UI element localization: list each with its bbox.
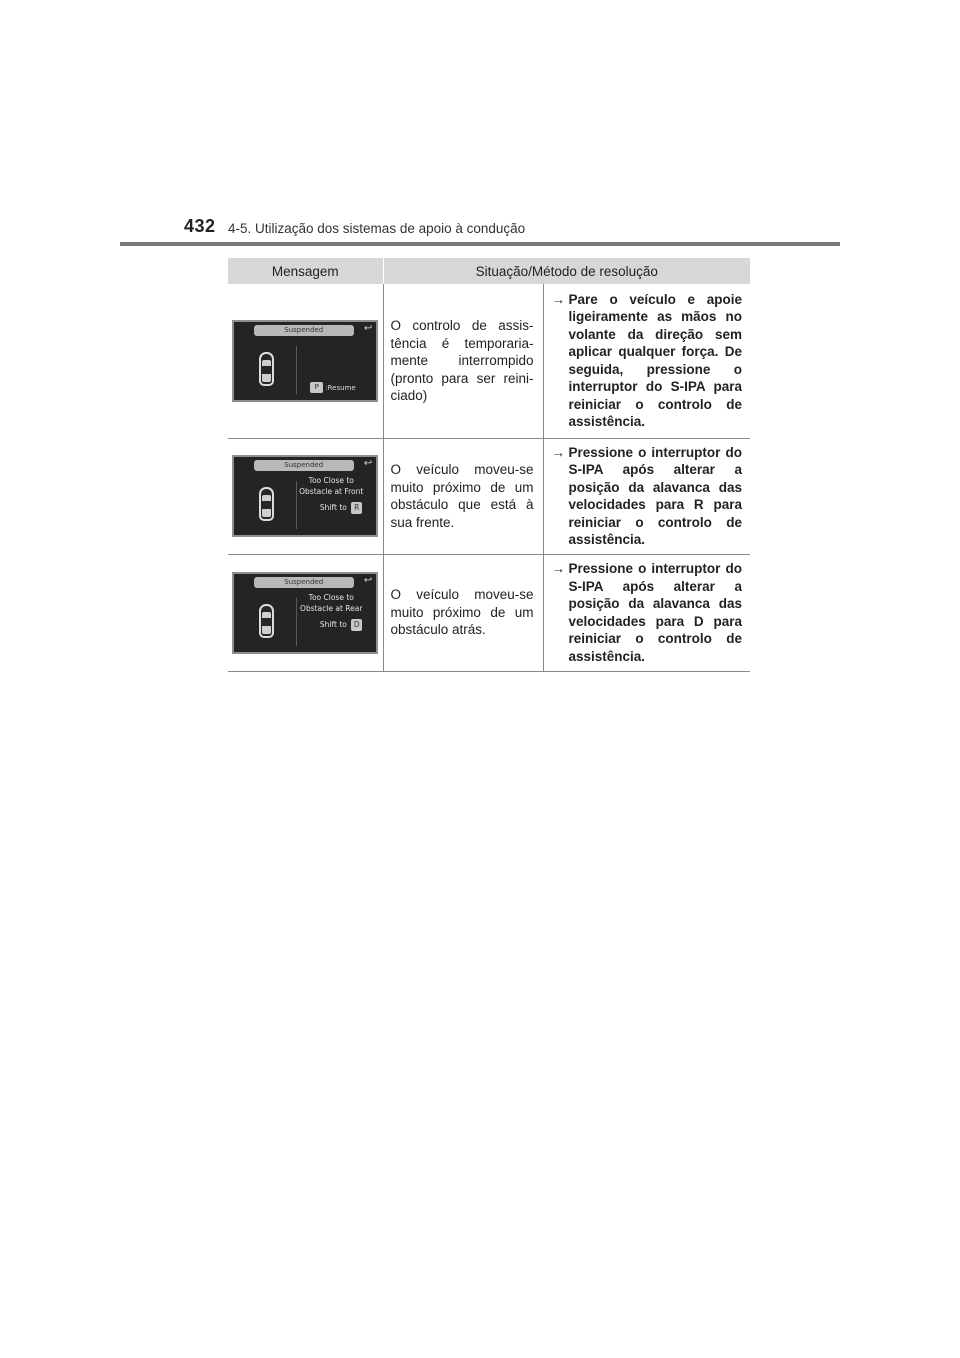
back-icon: ↩ (363, 458, 373, 469)
resolution-text: Pare o veículo e apoie ligeiramente as mãos no volante da direção sem aplicar qualquer força. De seguida, pressione o interruptor do S-IPA para reiniciar o controlo de assistência. (568, 291, 742, 430)
situation-cell (383, 438, 543, 554)
back-icon: ↩ (363, 322, 373, 334)
header-divider (120, 242, 840, 246)
table-row (228, 284, 750, 438)
car-icon (259, 352, 274, 386)
status-bar: Suspended (254, 325, 354, 336)
gear-d-icon: D (351, 619, 362, 631)
screen-message (292, 475, 370, 497)
screen-message-line: Obstacle at Front (299, 487, 364, 496)
resolution-text: Pressione o interruptor do S-IPA após alterar a posição da alavanca das velocidades para R para reiniciar o controlo de assistência. (568, 444, 742, 547)
arrow-icon: → (551, 444, 565, 460)
car-icon (259, 604, 274, 638)
display-screen-too-close-front (232, 455, 378, 537)
section-title: 4-5. Utilização dos sistemas de apoio à condução (228, 221, 526, 236)
situation-cell (383, 554, 543, 671)
shift-label: Shift to (319, 619, 347, 629)
message-table (228, 258, 750, 672)
column-header-message: Mensagem (228, 258, 383, 284)
resolution-cell (543, 284, 750, 438)
message-cell (228, 554, 383, 671)
status-bar: Suspended (254, 460, 354, 471)
table-header-row (228, 258, 750, 284)
situation-text: O veículo moveu-se muito próximo de um obstáculo que está à sua frente. (390, 462, 534, 530)
screen-message-line: Obstacle at Rear (300, 603, 363, 613)
table-row (228, 554, 750, 671)
table-row (228, 438, 750, 554)
status-bar: Suspended (254, 577, 354, 588)
shift-instruction (320, 501, 362, 515)
resolution-cell (543, 554, 750, 671)
situation-text: O veículo moveu-se muito próximo de um obstáculo atrás. (390, 587, 534, 638)
message-cell (228, 284, 383, 438)
page-number: 432 (184, 216, 216, 236)
display-screen-suspended-resume (232, 320, 378, 402)
parking-switch-icon: P (310, 382, 323, 393)
screen-divider (296, 346, 297, 394)
column-header-situation: Situação/Método de resolução (383, 258, 750, 284)
resolution-cell (543, 438, 750, 554)
car-icon (259, 487, 274, 521)
situation-text: O controlo de assistência é temporariamente interrompido (pronto para ser reiniciado) (390, 318, 534, 403)
arrow-icon: → (551, 561, 565, 576)
resume-label: :Resume (325, 383, 356, 392)
display-screen-too-close-rear (232, 572, 378, 654)
shift-label: Shift to (319, 503, 347, 512)
screen-message-line: Too Close to (308, 476, 354, 485)
back-icon: ↩ (363, 574, 373, 586)
gear-r-icon: R (351, 502, 362, 514)
message-cell (228, 438, 383, 554)
arrow-icon: → (551, 291, 565, 307)
situation-cell (383, 284, 543, 438)
resolution-text: Pressione o interruptor do S-IPA após alterar a posição da alavanca das velocidades para D para reiniciar o controlo de assistência. (568, 561, 742, 664)
screen-message (292, 592, 370, 614)
screen-message-line: Too Close to (308, 592, 354, 602)
shift-instruction (320, 618, 362, 632)
